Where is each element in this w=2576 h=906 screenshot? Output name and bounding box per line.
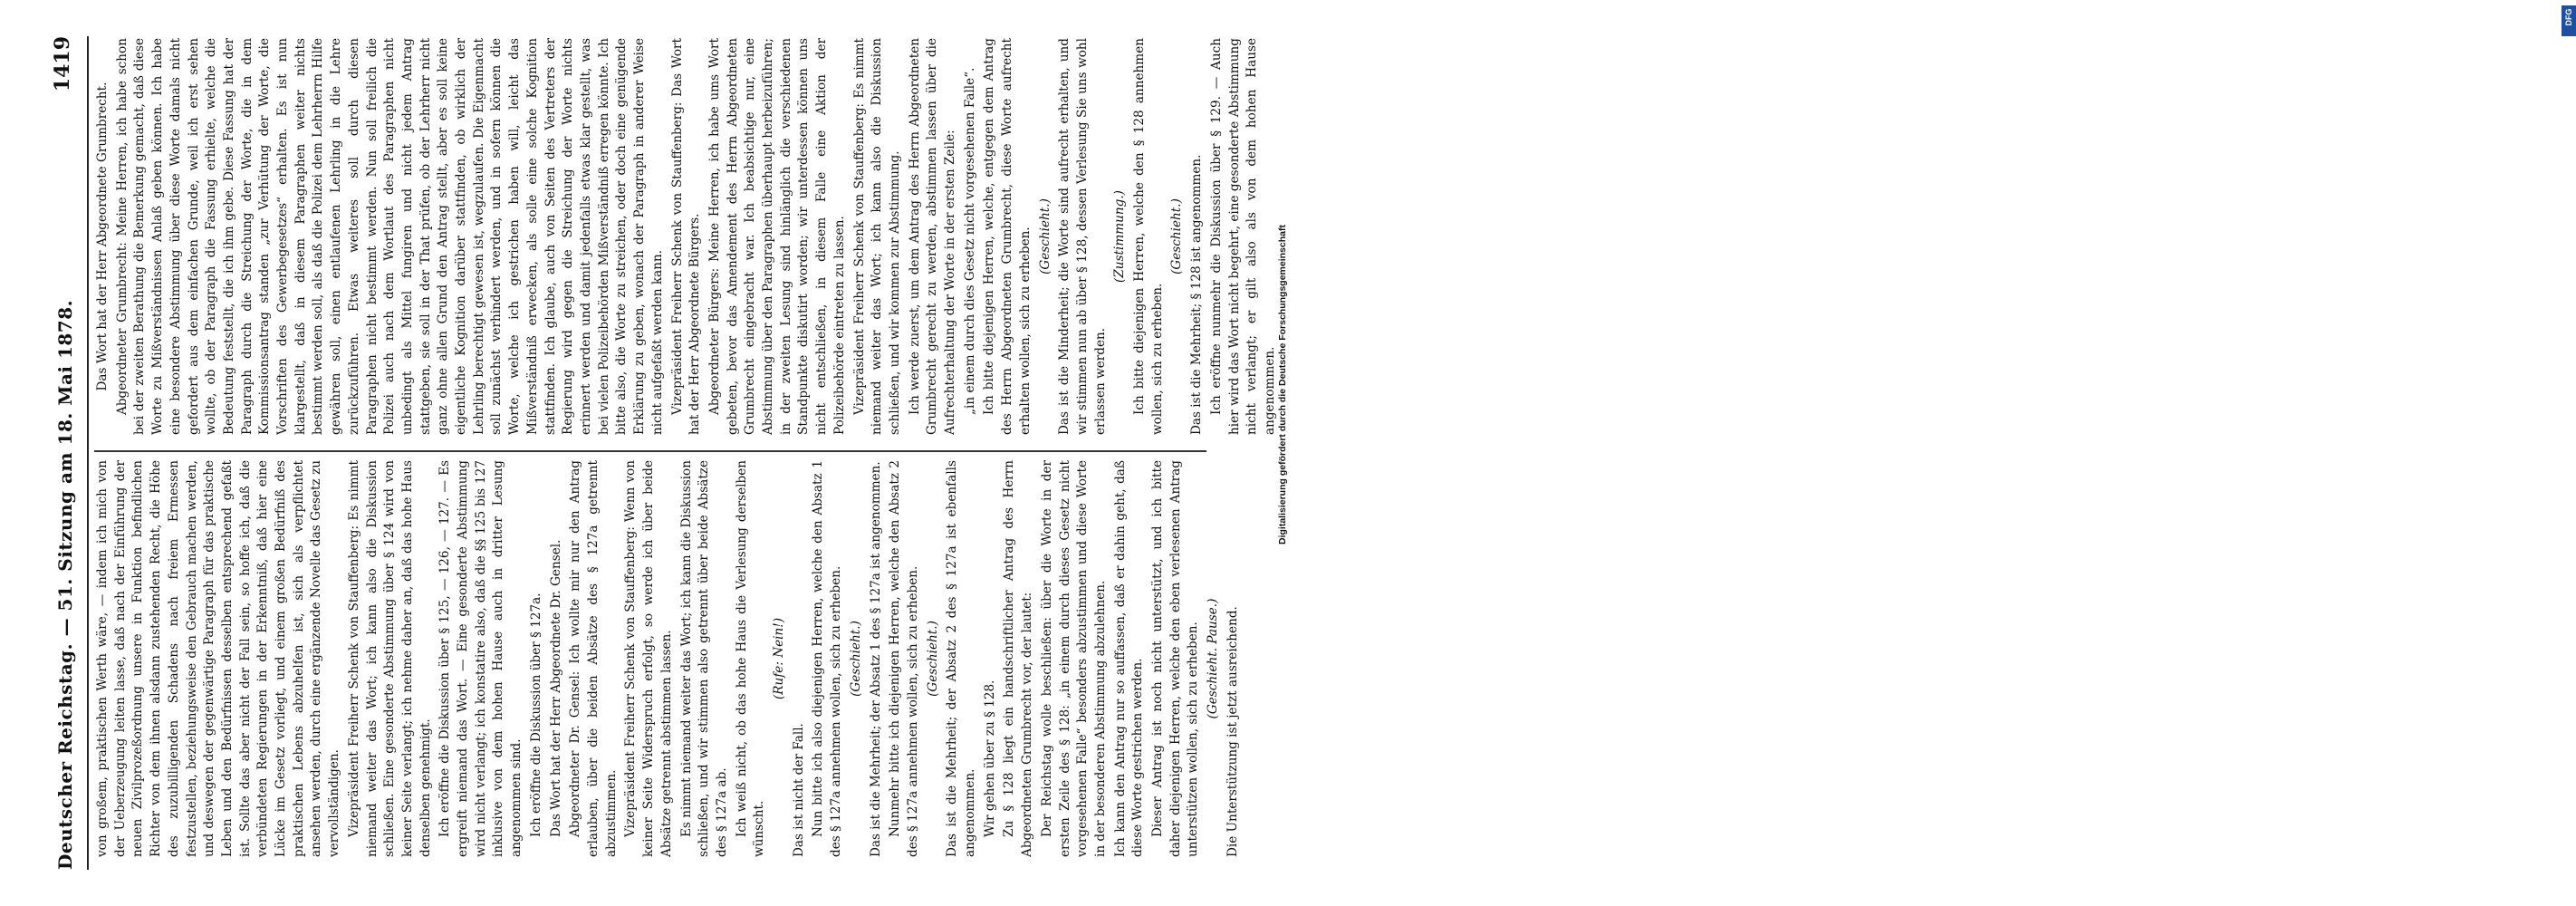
header-rule (87, 36, 89, 870)
paragraph: Die Unterstützung ist jetzt ausreichend. (1225, 606, 1240, 857)
column-divider (94, 451, 1206, 453)
digitization-credit: Digitalisierung gefördert durch die Deutsche Forschungsgemeinschaft (1277, 225, 1288, 545)
paragraph: Das ist die Mehrheit; § 128 ist angenommen. (1189, 154, 1205, 435)
paragraph: Vizepräsident Freiherr Schenk von Stauffenberg: Es nimmt niemand weiter das Wort; ich kann also die Diskussion schließen. Eine gesonderte Abstimmung über § 124 wird von keiner Seite verlangt; ich nehme daher an, daß das hohe Haus denselben genehmigt. (346, 460, 433, 857)
paragraph: (Geschieht.) (925, 621, 940, 697)
paragraph: Abgeordneter Bürgers: Meine Herren, ich habe ums Wort gebeten, bevor das Amendement des Herrn Abgeordneten Grumbrecht eingebracht war. Ich beabsichtige nur, eine Abstimmung über den Paragraphen überhaupt herbeizuführen; in der zweiten Lesung sind hinlänglich die verschiedenen Standpunkte diskutirt worden; wir unterdessen können uns nicht entschließen, in diesem Falle eine Aktion der Polizeibehörde eintreten zu lassen. (706, 38, 847, 435)
paragraph: Wir gehen über zu § 128. (982, 680, 997, 837)
paragraph: „in einem durch dies Gesetz nicht vorgesehenen Falle“. (962, 67, 977, 415)
paragraph: (Geschieht.) (1037, 198, 1053, 275)
paragraph: (Geschieht.) (848, 621, 863, 697)
paragraph: Es nimmt niemand weiter das Wort; ich kann die Diskussion schließen, und wir stimmen also getrennt über beide Absätze des § 127a ab. (678, 460, 729, 857)
paragraph: Das ist die Minderheit; die Worte sind aufrecht erhalten, und wir stimmen nun ab über § 128, dessen Verlesung Sie uns wohl erlassen werden. (1057, 38, 1108, 435)
paragraph: Ich bitte diejenigen Herren, welche, entgegen dem Antrag des Herrn Abgeordneten Grumbrecht, diese Worte aufrecht erhalten wollen, sich zu erheben. (982, 38, 1033, 435)
dfg-logo-text: DFG (2564, 8, 2573, 26)
paragraph: Der Reichstag wolle beschließen: über die Worte in der ersten Zeile des § 128: „in einem durch dieses Gesetz nicht vorgesehenen Falle“ besonders abzustimmen und diese Worte in der besonderen Abstimmung abzulehnen. (1039, 460, 1108, 857)
right-column (94, 38, 1277, 435)
paragraph: von großem, praktischen Werth wäre, — indem ich mich von der Ueberzeugung leiten lasse, daß nach der Einführung der neuen Zivilprozeßordnung unsere in Funktion befindlichen Richter von dem ihnen alsdann zustehenden Recht, die Höhe des zuzubilligenden Schadens nach freiem Ermessen festzustellen, beziehungsweise den Gebrauch machen werden, und deswegen der gegenwärtige Paragraph für das praktische Leben und den Bedürfnissen desselben entsprechend gefaßt ist. Sollte das aber nicht der Fall sein, so hoffe ich, daß die verbündeten Regierungen in der Erkenntniß, daß hier eine Lücke im Gesetz vorliegt, und einem großen Bedürfniß des praktischen Lebens abzuhelfen ist, sich als verpflichtet ansehen werden, durch eine ergänzende Novelle das Gesetz zu vervollständigen. (95, 460, 342, 857)
left-column (94, 460, 1240, 857)
paragraph: Nunmehr bitte ich diejenigen Herren, welche den Absatz 2 des § 127a annehmen wollen, sich zu erheben. (888, 460, 920, 857)
paragraph: Das Wort hat der Herr Abgeordnete Dr. Gensel. (548, 539, 563, 837)
paragraph: Vizepräsident Freiherr Schenk von Stauffenberg: Das Wort hat der Herr Abgeordnete Bürgers. (669, 38, 703, 435)
paragraph: Dieser Antrag ist noch nicht unterstützt, und ich bitte daher diejenigen Herren, welche den eben verlesenen Antrag unterstützen wollen, sich zu erheben. (1150, 460, 1201, 857)
paragraph: Vizepräsident Freiherr Schenk von Stauffenberg: Es nimmt niemand weiter das Wort; ich kann also die Diskussion schließen, und wir kommen zur Abstimmung. (851, 38, 902, 435)
paragraph: Zu § 128 liegt ein handschriftlicher Antrag des Herrn Abgeordneten Grumbrecht vor, der lautet: (1002, 460, 1035, 857)
paragraph: Das ist die Mehrheit; der Absatz 1 des § 127a ist angenommen. (868, 461, 883, 857)
paragraph: Ich eröffne die Diskussion über § 125, — 126, — 127. — Es ergreift niemand das Wort. — Eine gesonderte Abstimmung wird nicht verlangt; ich konstatire also, daß die §§ 125 bis 127 inklusive von dem hohen Hause auch in dritter Lesung angenommen sind. (437, 460, 524, 857)
paragraph: (Zustimmung.) (1112, 190, 1128, 283)
paragraph: (Geschieht.) (1169, 198, 1185, 275)
paragraph: Das ist die Mehrheit; der Absatz 2 des § 127a ist ebenfalls angenommen. (945, 460, 978, 857)
paragraph: Ich eröffne die Diskussion über § 127a. (528, 593, 543, 837)
paragraph: Abgeordneter Dr. Gensel: Ich wollte mir nur den Antrag erlauben, über die beiden Absätze des § 127a getrennt abzustimmen. (568, 460, 619, 857)
paragraph: Ich eröffne nunmehr die Diskussion über § 129. — Auch hier wird das Wort nicht begehrt, eine gesonderte Abstimmung nicht verlangt; er gilt also als von dem hohen Hause angenommen. (1208, 38, 1277, 435)
paragraph: Ich werde zuerst, um dem Antrag des Herrn Abgeordneten Grumbrecht gerecht zu werden, abstimmen lassen über die Aufrechterhaltung der Worte in der ersten Zeile: (907, 38, 958, 435)
paragraph: Vizepräsident Freiherr Schenk von Stauffenberg: Wenn von keiner Seite Widerspruch erfolgt, so werde ich über beide Absätze getrennt abstimmen lassen. (623, 460, 674, 857)
paragraph: (Geschieht. Pause.) (1206, 598, 1221, 719)
paragraph: Ich kann den Antrag nur so auffassen, daß er dahin geht, daß diese Worte gestrichen werden. (1112, 460, 1146, 857)
paragraph: Abgeordneter Grumbrecht: Meine Herren, ich habe schon bei der zweiten Berathung die Bemerkung gemacht, daß diese Worte zu Mißverständnissen Anlaß geben können. Ich habe eine besondere Abstimmung über diese Worte damals nicht gefordert aus dem einfachen Grunde, weil ich erst sehen wollte, ob der Paragraph die Fassung erhielte, welche die Bedeutung feststellt, die ich ihm gebe. Diese Fassung hat der Paragraph durch die Streichung der Worte, die in dem Kommissionsantrag standen „zur Verhütung der Worte, die Vorschriften des Gewerbegesetzes“ erhalten. Es ist nun klargestellt, daß in diesem Paragraphen weiter nichts bestimmt werden soll, als daß die Polizei dem Lehrherrn Hilfe gewähren soll, einen entlaufenen Lehrling in die Lehre zurückzuführen. Etwas weiteres soll durch diesen Paragraphen nicht bestimmt werden. Nun soll freilich die Polizei auch nach dem Wortlaut des Paragraphen nicht unbedingt als Mittel fungiren und nicht jedem Antrag stattgeben, sie soll in der That prüfen, ob der Lehrherr nicht ganz ohne allen Grund den Antrag stellt, aber es soll keine eigentliche Kognition darüber stattfinden, ob wirklich der Lehrling berechtigt gewesen ist, wegzulaufen. Die Eigenmacht soll zunächst verhindert werden, und in sofern können die Worte, welche ich gestrichen haben will, leicht das Mißverständniß erwecken, als solle eine solche Kognition stattfinden. Ich glaube, auch von Seiten des Vertreters der Regierung wird gegen die Streichung der Worte nichts erinnert werden und damit jedenfalls etwas klar gestellt, was bei vielen Polizeibehörden Mißverständniß erregen könnte. Ich bitte also, die Worte zu streichen, oder doch eine genügende Erklärung zu geben, wonach der Paragraph in anderer Weise nicht aufgefaßt werden kann. (114, 38, 665, 435)
paragraph: Das ist nicht der Fall. (791, 723, 806, 857)
page-number: 1419 (51, 36, 74, 92)
paragraph: (Rufe: Nein!) (772, 617, 787, 700)
paragraph: Nun bitte ich also diejenigen Herren, welche den Absatz 1 des § 127a annehmen wollen, sich zu erheben. (811, 460, 844, 857)
paragraph: Das Wort hat der Herr Abgeordnete Grumbrecht. (95, 82, 110, 391)
dfg-logo (2562, 5, 2576, 36)
paragraph: Ich bitte diejenigen Herren, welche den § 128 annehmen wollen, sich zu erheben. (1132, 38, 1165, 435)
page-header (49, 36, 85, 870)
running-head: Deutscher Reichstag. — 51. Sitzung am 18. Mai 1878. (54, 299, 76, 870)
paragraph: Ich weiß nicht, ob das hohe Haus die Verlesung derselben wünscht. (734, 460, 767, 857)
